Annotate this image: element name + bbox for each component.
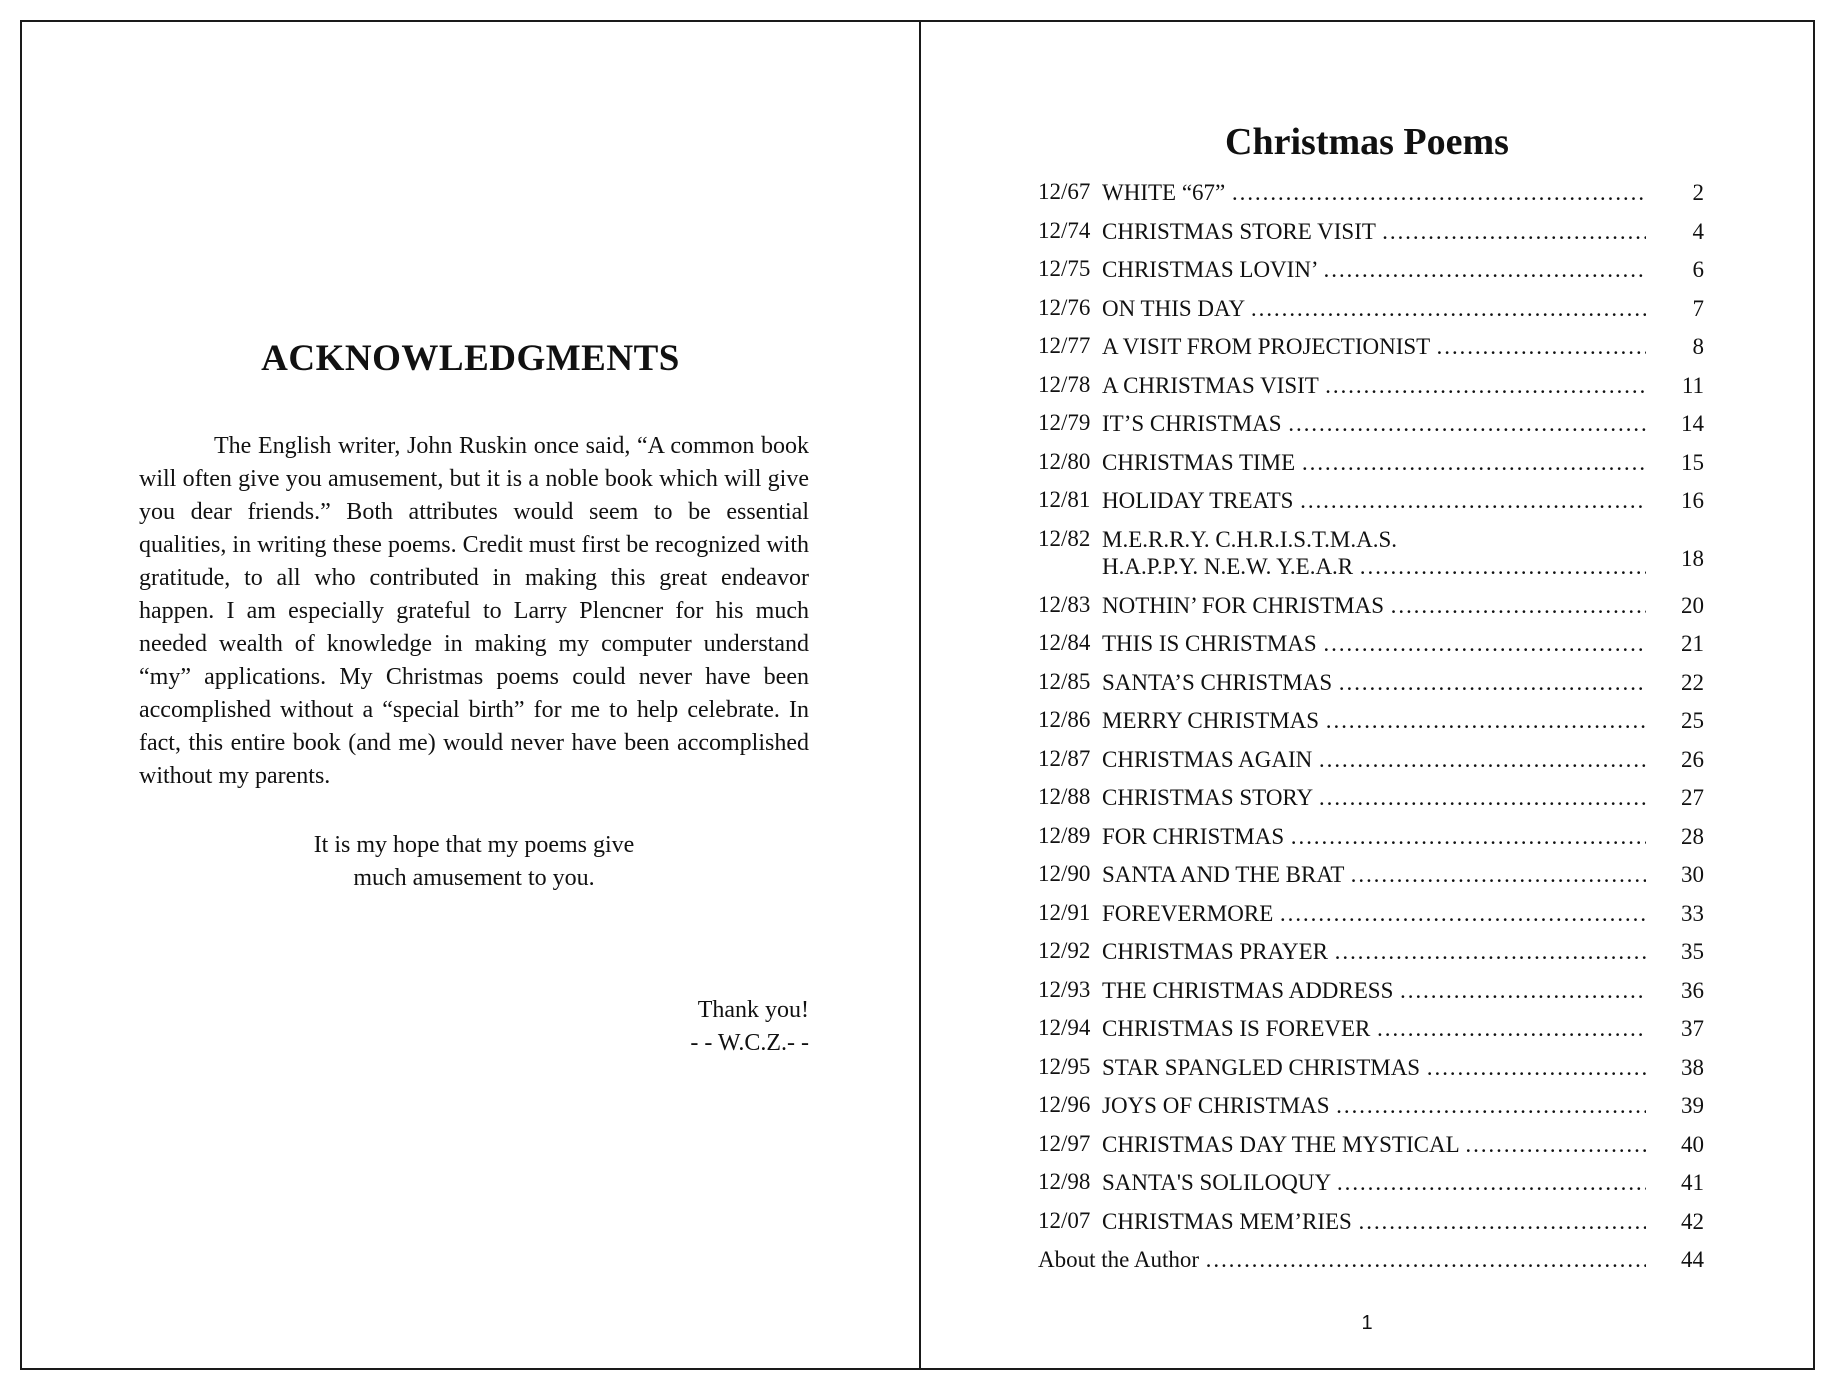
toc-entry-page: 35 [1681, 939, 1704, 964]
toc-entry [1038, 1208, 1704, 1247]
toc-entry-date: 12/74 [1038, 217, 1091, 243]
toc-entry-title-text: WHITE “67” ……………………………………………………………………………………………………………………………… [1102, 179, 1646, 206]
toc-entry-date: 12/92 [1038, 938, 1091, 963]
toc-entry-title [1102, 823, 1646, 850]
toc-entry [1038, 784, 1704, 823]
toc-entry-title [1102, 592, 1646, 619]
toc-entry-title-text: SANTA AND THE BRAT ……………………………………………………………………………………………………………………………… [1102, 861, 1646, 888]
toc-entry-title-text: FOREVERMORE ……………………………………………………………………………………………………………………………… [1102, 900, 1646, 927]
hope-line-1: It is my hope that my poems give [313, 832, 635, 858]
toc-entry-title [1102, 526, 1646, 580]
toc-entry-date: 12/89 [1038, 822, 1091, 848]
toc-entry [1038, 179, 1704, 218]
toc-entry-title-text: CHRISTMAS LOVIN’ ……………………………………………………………………………………………………………………………… [1102, 256, 1646, 283]
toc-entry [1038, 1092, 1704, 1131]
toc-entry-date: 12/83 [1038, 591, 1091, 617]
page-number: 1 [1361, 1312, 1373, 1334]
toc-entry-title-text: A VISIT FROM PROJECTIONIST ……………………………………………………………………………………………………………………………… [1102, 333, 1646, 360]
toc-entry-title [1102, 784, 1646, 811]
table-of-contents [1038, 179, 1704, 1285]
toc-entry-page: 25 [1681, 708, 1704, 733]
toc-entry-page: 39 [1681, 1093, 1704, 1118]
toc-entry-page: 7 [1692, 295, 1704, 321]
thanks-text: Thank you! [697, 997, 809, 1023]
toc-entry [1038, 630, 1704, 669]
toc-entry-title [1102, 256, 1646, 283]
toc-entry-title-text: NOTHIN’ FOR CHRISTMAS ……………………………………………………………………………………………………………………………… [1102, 592, 1646, 619]
acknowledgments-body: The English writer, John Ruskin once said, “A common book will often give you amusement, but it is a noble book which will give you dear friends.” Both attributes would seem to be essential qualities, in writing these poems. Credit must first be recognized with gratitude, to all who contributed in making this great endeavor happen. I am especially grateful to Larry Plencner for his much needed wealth of knowledge in making my computer understand “my” applications. My Christmas poems could never have been accomplished without a “special birth” for me to help celebrate. In fact, this entire book (and me) would never have been accomplished without my parents. [139, 433, 809, 789]
toc-entry [1038, 669, 1704, 708]
toc-entry-title [1102, 218, 1646, 245]
toc-entry-title-text: SANTA'S SOLILOQUY ……………………………………………………………………………………………………………………………… [1102, 1169, 1646, 1196]
toc-entry [1038, 1015, 1704, 1054]
toc-entry-date: 12/85 [1038, 668, 1091, 694]
toc-entry-title-text: CHRISTMAS IS FOREVER ……………………………………………………………………………………………………………………………… [1102, 1015, 1646, 1042]
toc-about-page: 44 [1681, 1247, 1704, 1272]
toc-entry-page: 36 [1681, 977, 1704, 1003]
signature-block [139, 994, 809, 1060]
toc-entry-page: 33 [1681, 900, 1704, 926]
toc-entry-page: 8 [1692, 334, 1704, 359]
toc-entry-title [1102, 179, 1646, 206]
toc-entry-page: 38 [1681, 1054, 1704, 1080]
toc-entry-date: 12/78 [1038, 371, 1091, 397]
toc-entry-title [1102, 900, 1646, 927]
toc-entry-page: 41 [1681, 1170, 1704, 1195]
toc-entry [1038, 823, 1704, 862]
toc-entry-title-line-1: M.E.R.R.Y. C.H.R.I.S.T.M.A.S. [1102, 526, 1398, 552]
toc-entry-date: 12/67 [1038, 179, 1091, 204]
toc-entry-title [1102, 1092, 1646, 1119]
toc-entry-title [1102, 938, 1646, 965]
toc-entry-title [1102, 372, 1646, 399]
toc-entry-title [1102, 333, 1646, 360]
toc-entry-page: 28 [1681, 823, 1704, 849]
toc-entry-title [1102, 977, 1646, 1004]
right-page [921, 22, 1813, 1368]
toc-entry-title-text: CHRISTMAS PRAYER ……………………………………………………………………………………………………………………………… [1102, 938, 1646, 965]
toc-entry-title-text: SANTA’S CHRISTMAS ……………………………………………………………………………………………………………………………… [1102, 669, 1646, 696]
toc-title: Christmas Poems [1225, 121, 1509, 163]
toc-entry-page: 4 [1692, 218, 1704, 244]
hope-message [139, 829, 809, 895]
toc-entry-page: 22 [1681, 669, 1704, 695]
toc-entry [1038, 333, 1704, 372]
toc-entry [1038, 295, 1704, 334]
toc-entry-title-text: FOR CHRISTMAS ……………………………………………………………………………………………………………………………… [1102, 823, 1646, 850]
toc-entry-title [1102, 295, 1646, 322]
toc-entry-title-text: THIS IS CHRISTMAS ……………………………………………………………………………………………………………………………… [1102, 630, 1646, 657]
toc-entry-date: 12/90 [1038, 861, 1091, 886]
toc-entry-title [1102, 410, 1646, 437]
toc-entry-page: 21 [1681, 631, 1704, 656]
toc-entry-date: 12/07 [1038, 1207, 1091, 1233]
toc-entry-title-line-2: H.A.P.P.Y. N.E.W. Y.E.A.R ……………………………………………………………………………………………………………………………… [1102, 553, 1646, 580]
toc-entry [1038, 861, 1704, 900]
toc-entry-page: 30 [1681, 862, 1704, 887]
toc-entry-about [1038, 1246, 1704, 1285]
toc-entry-title-text: MERRY CHRISTMAS ……………………………………………………………………………………………………………………………… [1102, 707, 1646, 734]
toc-entry [1038, 218, 1704, 257]
toc-entry [1038, 256, 1704, 295]
toc-entry-date: 12/91 [1038, 899, 1091, 925]
toc-entry-page: 11 [1681, 372, 1704, 398]
toc-entry-page: 15 [1681, 449, 1704, 475]
toc-entry [1038, 938, 1704, 977]
book-spread [20, 20, 1815, 1370]
toc-entry-date: 12/93 [1038, 976, 1091, 1002]
toc-entry-title-text: CHRISTMAS STORE VISIT ……………………………………………………………………………………………………………………………… [1102, 218, 1646, 245]
toc-entry-date: 12/79 [1038, 410, 1091, 435]
toc-entry [1038, 1169, 1704, 1208]
toc-entry [1038, 707, 1704, 746]
toc-entry-page: 26 [1681, 746, 1704, 772]
toc-entry [1038, 526, 1704, 592]
toc-entry-title [1102, 630, 1646, 657]
toc-entry-title-text: A CHRISTMAS VISIT ……………………………………………………………………………………………………………………………… [1102, 372, 1646, 399]
toc-entry-title-text: THE CHRISTMAS ADDRESS ……………………………………………………………………………………………………………………………… [1102, 977, 1646, 1004]
toc-entry-title [1102, 1208, 1646, 1235]
toc-entry-date: 12/77 [1038, 333, 1091, 358]
toc-entry-title-text: ON THIS DAY ……………………………………………………………………………………………………………………………… [1102, 295, 1646, 322]
toc-entry-page: 2 [1692, 180, 1704, 205]
toc-entry-date: 12/76 [1038, 294, 1091, 320]
toc-entry-date: 12/86 [1038, 707, 1091, 732]
toc-entry-title-text: IT’S CHRISTMAS ……………………………………………………………………………………………………………………………… [1102, 410, 1646, 437]
toc-entry-page: 16 [1681, 488, 1704, 513]
toc-entry-title [1102, 1054, 1646, 1081]
toc-entry [1038, 372, 1704, 411]
toc-about-title-text: About the Author ……………………………………………………………………………………………………………………………… [1038, 1246, 1646, 1273]
toc-entry-title [1102, 1169, 1646, 1196]
toc-entry [1038, 977, 1704, 1016]
left-page [22, 22, 921, 1368]
toc-entry-date: 12/98 [1038, 1169, 1091, 1194]
toc-entry-title-text: STAR SPANGLED CHRISTMAS ……………………………………………………………………………………………………………………………… [1102, 1054, 1646, 1081]
toc-entry [1038, 1054, 1704, 1093]
author-signature: - - W.C.Z.- - [690, 1030, 809, 1056]
toc-about-title [1038, 1246, 1646, 1273]
toc-entry-page: 20 [1681, 592, 1704, 618]
toc-entry-title-text: CHRISTMAS TIME ……………………………………………………………………………………………………………………………… [1102, 449, 1646, 476]
toc-entry-title [1102, 487, 1646, 514]
toc-entry-date: 12/94 [1038, 1015, 1091, 1040]
toc-entry-page: 40 [1681, 1131, 1704, 1157]
toc-entry-page: 27 [1681, 785, 1704, 810]
acknowledgments-title: ACKNOWLEDGMENTS [261, 338, 680, 379]
toc-entry [1038, 410, 1704, 449]
toc-entry-title [1102, 1131, 1646, 1158]
toc-entry-page: 42 [1681, 1208, 1704, 1234]
toc-entry-title [1102, 707, 1646, 734]
toc-entry [1038, 487, 1704, 526]
toc-entry-title-text: CHRISTMAS STORY ……………………………………………………………………………………………………………………………… [1102, 784, 1646, 811]
toc-entry [1038, 449, 1704, 488]
toc-entry-page: 37 [1681, 1016, 1704, 1041]
toc-entry-date: 12/97 [1038, 1130, 1091, 1156]
toc-entry-date: 12/81 [1038, 487, 1091, 512]
toc-entry-date: 12/95 [1038, 1053, 1091, 1079]
toc-entry-date: 12/88 [1038, 784, 1091, 809]
toc-entry-title-text: CHRISTMAS MEM’RIES ……………………………………………………………………………………………………………………………… [1102, 1208, 1646, 1235]
toc-entry-title [1102, 669, 1646, 696]
toc-entry-date: 12/87 [1038, 745, 1091, 771]
toc-entry-title-text: CHRISTMAS DAY THE MYSTICAL ……………………………………………………………………………………………………………………………… [1102, 1131, 1646, 1158]
toc-entry-title [1102, 861, 1646, 888]
toc-entry-title-text: CHRISTMAS AGAIN ……………………………………………………………………………………………………………………………… [1102, 746, 1646, 773]
toc-entry [1038, 592, 1704, 631]
toc-entry-title [1102, 449, 1646, 476]
toc-entry-title [1102, 1015, 1646, 1042]
toc-entry-date: 12/75 [1038, 256, 1091, 281]
toc-entry-page: 18 [1681, 546, 1704, 571]
hope-line-2: much amusement to you. [353, 865, 595, 891]
toc-entry-date: 12/80 [1038, 448, 1091, 474]
toc-entry [1038, 1131, 1704, 1170]
toc-entry-date: 12/96 [1038, 1092, 1091, 1117]
toc-entry-title-text: HOLIDAY TREATS ……………………………………………………………………………………………………………………………… [1102, 487, 1646, 514]
toc-entry-date: 12/84 [1038, 630, 1091, 655]
toc-entry-title-text: JOYS OF CHRISTMAS ……………………………………………………………………………………………………………………………… [1102, 1092, 1646, 1119]
toc-entry [1038, 900, 1704, 939]
toc-entry-page: 14 [1681, 411, 1704, 436]
toc-entry-page: 6 [1692, 257, 1704, 282]
toc-entry [1038, 746, 1704, 785]
toc-entry-date: 12/82 [1038, 525, 1091, 551]
toc-entry-title [1102, 746, 1646, 773]
